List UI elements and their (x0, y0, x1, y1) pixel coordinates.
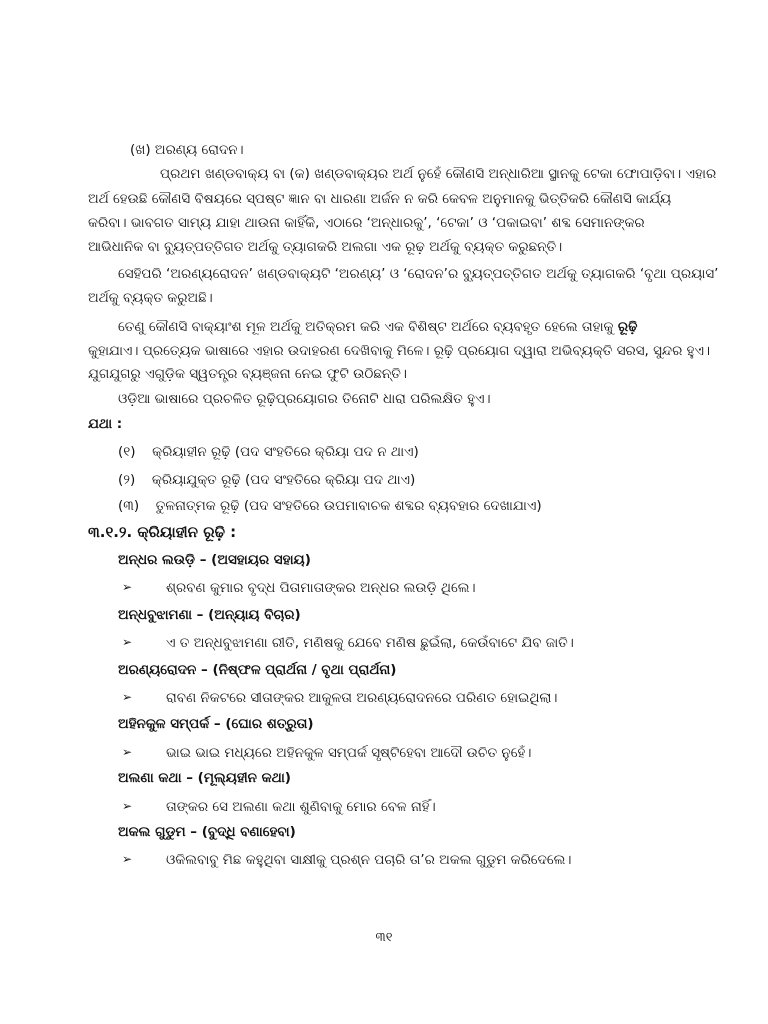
bullet-arrow-icon: ➢ (122, 580, 133, 594)
type-number: (୧) (118, 444, 136, 460)
bullet-arrow-icon: ➢ (122, 799, 133, 813)
term-rudhi: ରୂଢ଼ି (617, 319, 638, 335)
type-number: (୨) (118, 472, 136, 488)
idiom-head: ଅହିନକୁଳ ସମ୍ପର୍କ – (ଘୋର ଶତ୍ରୁତା) (118, 716, 314, 732)
idiom-example: ତାଙ୍କର ସେ ଅଲଣା କଥା ଶୁଣିବାକୁ ମୋର ବେଳ ନାହିଁ। (166, 799, 436, 815)
paragraph-3-line-1 (118, 317, 637, 337)
idiom-example: ଓକିଲବାବୁ ମିଛ କହୁଥିବା ସାକ୍ଷୀକୁ ପ୍ରଶ୍ନ ପଚାରି ତା’ର ଅକଲ ଗୁଡୁମ କରିଦେଲେ। (166, 852, 572, 868)
type-item (118, 442, 419, 462)
type-text: କ୍ରିୟାହୀନ ରୂଢ଼ି (ପଦ ସଂହତିରେ କ୍ରିୟା ପଦ ନ ଥାଏ) (152, 444, 419, 460)
idiom-example: ଶ୍ରବଣ କୁମାର ବୃଦ୍ଧ ପିତାମାତାଙ୍କର ଅନ୍ଧର ଲଉଡ଼ି ଥିଲେ। (166, 580, 476, 596)
idiom-head: ଅକଲ ଗୁଡୁମ – (ବୁଦ୍ଧି ବଣାହେବା) (118, 824, 296, 840)
bullet-arrow-icon: ➢ (122, 690, 133, 704)
bullet-arrow-icon: ➢ (122, 745, 133, 759)
idiom-example: ଏ ତ ଅନ୍ଧବୁଝାମଣା ରୀତି, ମଣିଷକୁ ଯେବେ ମଣିଷ ଛୁଇଁଲା, କେଉଁବାଟେ ଯିବ ଜାତି। (166, 635, 574, 651)
type-text: କ୍ରିୟାଯୁକ୍ତ ରୂଢ଼ି (ପଦ ସଂହତିରେ କ୍ରିୟା ପଦ ଥାଏ) (151, 472, 416, 488)
yatha-label: ଯଥା : (88, 416, 123, 432)
type-item (118, 496, 542, 516)
page-number: ୩୧ (375, 930, 393, 945)
paragraph-2-line-2: ଅର୍ଥକୁ ବ୍ୟକ୍ତ କରୁଅଛି। (88, 290, 213, 306)
idiom-example: ରାବଣ ନିକଟରେ ସୀତାଙ୍କର ଆକୁଳତା ଅରଣ୍ୟରୋଦନରେ ପରିଣତ ହୋଇଥିଲା। (166, 690, 558, 706)
paragraph-2-line-1: ସେହିପରି ‘ଅରଣ୍ୟରୋଦନ’ ଖଣ୍ଡବାକ୍ୟଟି ‘ଅରଣ୍ୟ’ ଓ ‘ରୋଦନ’ର ବ୍ୟୁତ୍ପତ୍ତିଗତ ଅର୍ଥକୁ ତ୍ୟାଗକରି ‘ବୃଥା ପ୍ରୟାସ’ (118, 266, 719, 282)
paragraph-3-line-1-text: ତେଣୁ କୌଣସି ବାକ୍ୟାଂଶ ମୂଳ ଅର୍ଥକୁ ଅତିକ୍ରମ କରି ଏକ ବିଶିଷ୍ଟ ଅର୍ଥରେ ବ୍ୟବହୃତ ହେଲେ ତାହାକୁ (118, 319, 614, 335)
subsection-heading: ୩.୧.୨. କ୍ରିୟାହୀନ ରୂଢ଼ି : (88, 523, 237, 541)
idiom-head: ଅରଣ୍ୟରୋଦନ – (ନିଷ୍ଫଳ ପ୍ରାର୍ଥନା / ବୃଥା ପ୍ରାର୍ଥନା) (118, 662, 397, 678)
bullet-arrow-icon: ➢ (122, 635, 133, 649)
paragraph-1-line-1: ପ୍ରଥମ ଖଣ୍ଡବାକ୍ୟ ବା (କ) ଖଣ୍ଡବାକ୍ୟର ଅର୍ଥ ନୁହେଁ କୌଣସି ଅନ୍ଧାରିଆ ସ୍ଥାନକୁ ଟେକା ଫୋପାଡ଼ିବା। ଏହାର (160, 166, 717, 182)
bullet-arrow-icon: ➢ (122, 852, 133, 866)
paragraph-1-line-2: ଅର୍ଥ ହେଉଛି କୌଣସି ବିଷୟରେ ସ୍ପଷ୍ଟ ଜ୍ଞାନ ବା ଧାରଣା ଅର୍ଜନ ନ କରି କେବଳ ଅନୁମାନକୁ ଭିତ୍ତିକରି କୌଣସି କାର୍ଯ୍ୟ (88, 191, 672, 207)
paragraph-1-line-3: କରିବା। ଭାବଗତ ସାମ୍ୟ ଯାହା ଥାଉନା କାହିଁକି, ଏଠାରେ ‘ଅନ୍ଧାରକୁ’, ‘ଟେକା’ ଓ ‘ପକାଇବା’ ଶବ୍ଦ ସେମାନଙ୍କର (88, 215, 645, 231)
type-number: (୩) (118, 498, 140, 514)
section-heading-kha: (ଖ) ଅରଣ୍ୟ ରୋଦନ। (130, 142, 244, 158)
idiom-head: ଅନ୍ଧବୁଝାମଣା – (ଅନ୍ୟାୟ ବିଚାର) (118, 607, 301, 623)
type-text: ତୁଳନାତ୍ମକ ରୂଢ଼ି (ପଦ ସଂହତିରେ ଉପମାବାଚକ ଶବ୍ଦର ବ୍ୟବହାର ଦେଖାଯାଏ) (155, 498, 542, 514)
paragraph-3-line-3: ଯୁଗଯୁଗରୁ ଏଗୁଡ଼ିକ ସ୍ୱତନ୍ତ୍ର ବ୍ୟଞ୍ଜନା ନେଇ ଫୁଟି ଉଠିଛନ୍ତି। (88, 366, 407, 382)
type-item (118, 470, 415, 490)
idiom-example: ଭାଇ ଭାଇ ମଧ୍ୟରେ ଅହିନକୁଳ ସମ୍ପର୍କ ସୃଷ୍ଟିହେବା ଆଦୌ ଉଚିତ ନୁହେଁ। (166, 745, 532, 761)
paragraph-3-line-2: କୁହାଯାଏ। ପ୍ରତ୍ୟେକ ଭାଷାରେ ଏହାର ଉଦାହରଣ ଦେଖିବାକୁ ମିଳେ। ରୂଢ଼ି ପ୍ରୟୋଗ ଦ୍ୱାରା ଅଭିବ୍ୟକ୍ତି ସରସ, ସୁନ୍ଦର ହୁଏ। (88, 343, 711, 359)
idiom-head: ଅନ୍ଧର ଲଉଡ଼ି – (ଅସହାୟର ସହାୟ) (118, 552, 311, 568)
idiom-head: ଅଲଣା କଥା – (ମୂଲ୍ୟହୀନ କଥା) (118, 770, 291, 786)
paragraph-4-line-1: ଓଡ଼ିଆ ଭାଷାରେ ପ୍ରଚଳିତ ରୂଢ଼ିପ୍ରୟୋଗର ତିନୋଟି ଧାରା ପରିଲକ୍ଷିତ ହୁଏ। (118, 391, 491, 407)
paragraph-1-line-4: ଆଭିଧାନିକ ବା ବ୍ୟୁତ୍ପତ୍ତିଗତ ଅର୍ଥକୁ ତ୍ୟାଗକରି ଅଲଗା ଏକ ରୂଢ଼ ଅର୍ଥକୁ ବ୍ୟକ୍ତ କରୁଛନ୍ତି। (88, 239, 563, 255)
